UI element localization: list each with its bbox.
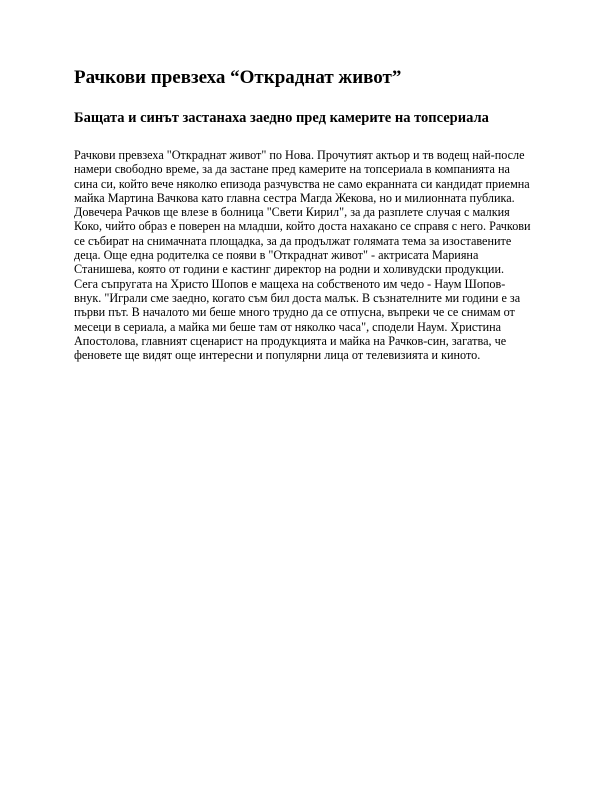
body-line-1: Рачкови превзеха "Откраднат живот" по Нова. Прочутият актьор и тв водещ най-после [74,148,525,162]
body-line-6: Коко, чийто образ е поверен на младши, който доста нахакано се справя с него. Рачкови [74,219,531,234]
body-line-12: първи път. В началото ми беше много трудно да се отпусна, въпреки че се снимам от [74,305,515,320]
body-line-2: намери свободно време, за да застане пред камерите на топсериала в компанията на [74,162,510,177]
body-line-7: се събират на снимачната площадка, за да продължат голямата тема за изоставените [74,233,512,248]
body-line-14: Апостолова, главният сценарист на продукцията и майка на Рачков-син, загатва, че [74,333,507,348]
article-body [74,148,534,362]
body-line-4: майка Мартина Вачкова като главна сестра Магда Жекова, но и милионната публика. [74,190,515,205]
body-line-13: месеци в сериала, а майка ми беше там от няколко часа", сподели Наум. Христина [74,319,502,334]
body-line-15: феновете ще видят още интересни и популярни лица от телевизията и киното. [74,348,481,363]
body-line-3: сина си, който вече няколко епизода разчувства не само екранната си кандидат приемна [74,176,530,191]
body-line-8: деца. Още една родителка се появи в "Откраднат живот" - актрисата Марияна [74,248,479,263]
document-page [74,66,534,362]
body-line-9: Станишева, която от години е кастинг директор на родни и холивудски продукции. [74,262,505,277]
body-line-11: внук. "Играли сме заедно, когато съм бил доста малък. В съзнателните ми години е за [74,290,521,305]
body-line-5: Довечера Рачков ще влезе в болница "Свети Кирил", за да разплете случая с малкия [74,205,510,220]
body-line-10: Сега съпругата на Христо Шопов е мащеха на собственото им чедо - Наум Шопов- [74,276,506,291]
article-subtitle: Бащата и синът застанаха заедно пред камерите на топсериала [74,110,489,126]
article-title: Рачкови превзеха “Откраднат живот” [74,67,402,88]
